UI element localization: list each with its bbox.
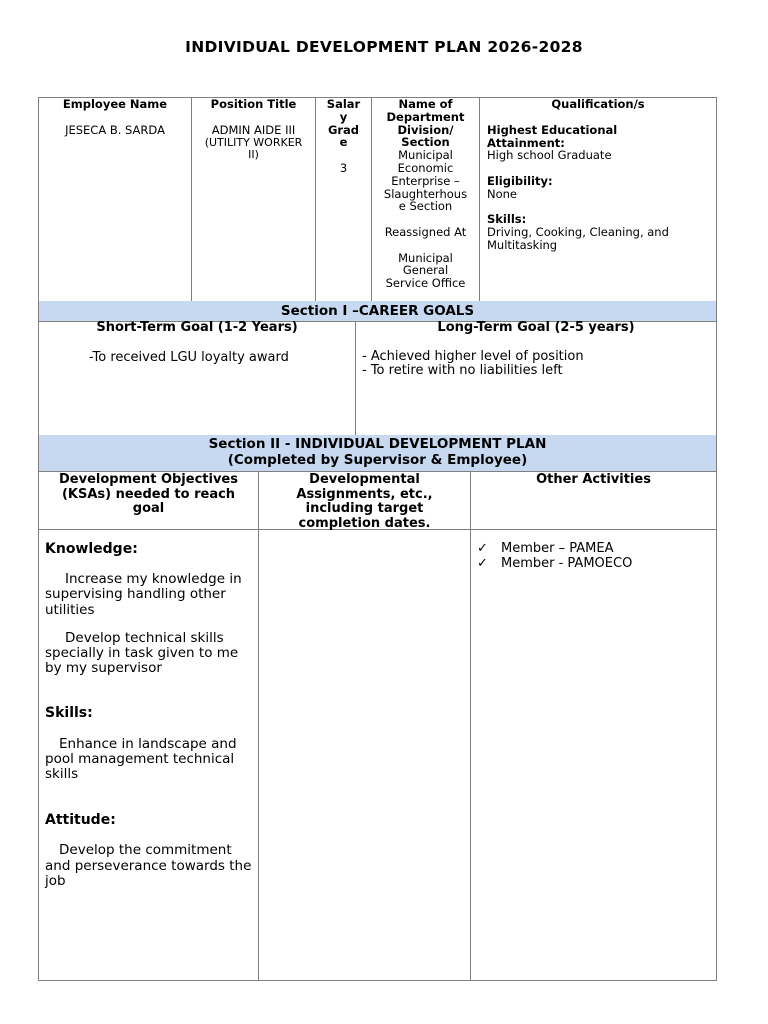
education-value: High school Graduate xyxy=(487,148,612,163)
section2-title: Section II - INDIVIDUAL DEVELOPMENT PLAN (Completed by Supervisor & Employee) xyxy=(39,435,716,472)
education-label: Highest Educational Attainment: xyxy=(487,122,618,150)
position-title-cell xyxy=(192,98,316,302)
employee-name-cell xyxy=(39,98,192,302)
salary-grade-value: 3 xyxy=(339,161,348,176)
short-term-goal-header: Short-Term Goal (1-2 Years) xyxy=(96,320,298,335)
long-term-goal-list xyxy=(356,350,716,379)
position-subtitle: (UTILITY WORKER II) xyxy=(204,135,303,162)
qualifications-header: Qualification/s xyxy=(551,97,645,111)
position-title-header: Position Title xyxy=(210,97,297,111)
knowledge-label: Knowledge: xyxy=(45,541,138,557)
skills-objective-item: Enhance in landscape and pool management technical skills xyxy=(45,735,237,783)
short-term-goal-cell xyxy=(39,321,356,436)
employee-name-value: JESECA B. SARDA xyxy=(65,122,165,137)
dev-objectives-body xyxy=(39,529,259,980)
other-activities-list xyxy=(477,542,716,571)
salary-grade-header: Salar y Grad e xyxy=(326,97,361,150)
section1-title: Section I –CAREER GOALS xyxy=(39,301,716,322)
skills-value: Driving, Cooking, Cleaning, and Multitasking xyxy=(487,225,669,252)
employee-name-header: Employee Name xyxy=(62,97,168,111)
department-cell xyxy=(372,98,480,302)
page-title: INDIVIDUAL DEVELOPMENT PLAN 2026-2028 xyxy=(185,38,583,56)
long-term-goal-header: Long-Term Goal (2-5 years) xyxy=(437,320,635,335)
attitude-label: Attitude: xyxy=(45,812,116,829)
other-activity-item: ✓ Member – PAMEA xyxy=(477,541,614,556)
other-activity-item: ✓ Member - PAMOECO xyxy=(477,555,633,571)
qualifications-cell xyxy=(480,98,716,302)
checkmark-icon: ✓ xyxy=(477,541,488,556)
attitude-item: Develop the commitment and perseverance towards the job xyxy=(45,842,252,889)
reassigned-value: Municipal General Service Office xyxy=(385,250,466,291)
eligibility-label: Eligibility: xyxy=(487,173,553,188)
knowledge-item: Develop technical skills specially in task given to me by my supervisor xyxy=(45,629,239,677)
department-value: Municipal Economic Enterprise – Slaughterhous e Section xyxy=(383,148,468,214)
long-term-goal-item: - To retire with no liabilities left xyxy=(362,363,563,378)
salary-grade-cell xyxy=(316,98,372,302)
other-activities-body xyxy=(471,529,716,980)
reassigned-label: Reassigned At xyxy=(384,224,467,239)
dev-objectives-header: Development Objectives (KSAs) needed to reach goal xyxy=(39,471,259,530)
dev-assignments-body xyxy=(259,529,471,980)
long-term-goal-cell xyxy=(356,321,716,436)
skills-label: Skills: xyxy=(487,212,527,227)
long-term-goal-item: - Achieved higher level of position xyxy=(362,348,584,364)
eligibility-value: None xyxy=(487,186,518,201)
skills-objective-label: Skills: xyxy=(45,705,93,722)
position-title-value: ADMIN AIDE III xyxy=(211,122,296,137)
checkmark-icon: ✓ xyxy=(477,555,488,571)
department-header: Name of Department Division/ Section xyxy=(386,97,465,150)
short-term-goal-text: -To received LGU loyalty award xyxy=(89,349,289,365)
other-activities-header: Other Activities xyxy=(471,471,716,530)
knowledge-item: Increase my knowledge in supervising handling other utilities xyxy=(45,571,242,618)
dev-assignments-header: Developmental Assignments, etc., including target completion dates. xyxy=(259,471,471,530)
idp-form xyxy=(38,97,717,981)
